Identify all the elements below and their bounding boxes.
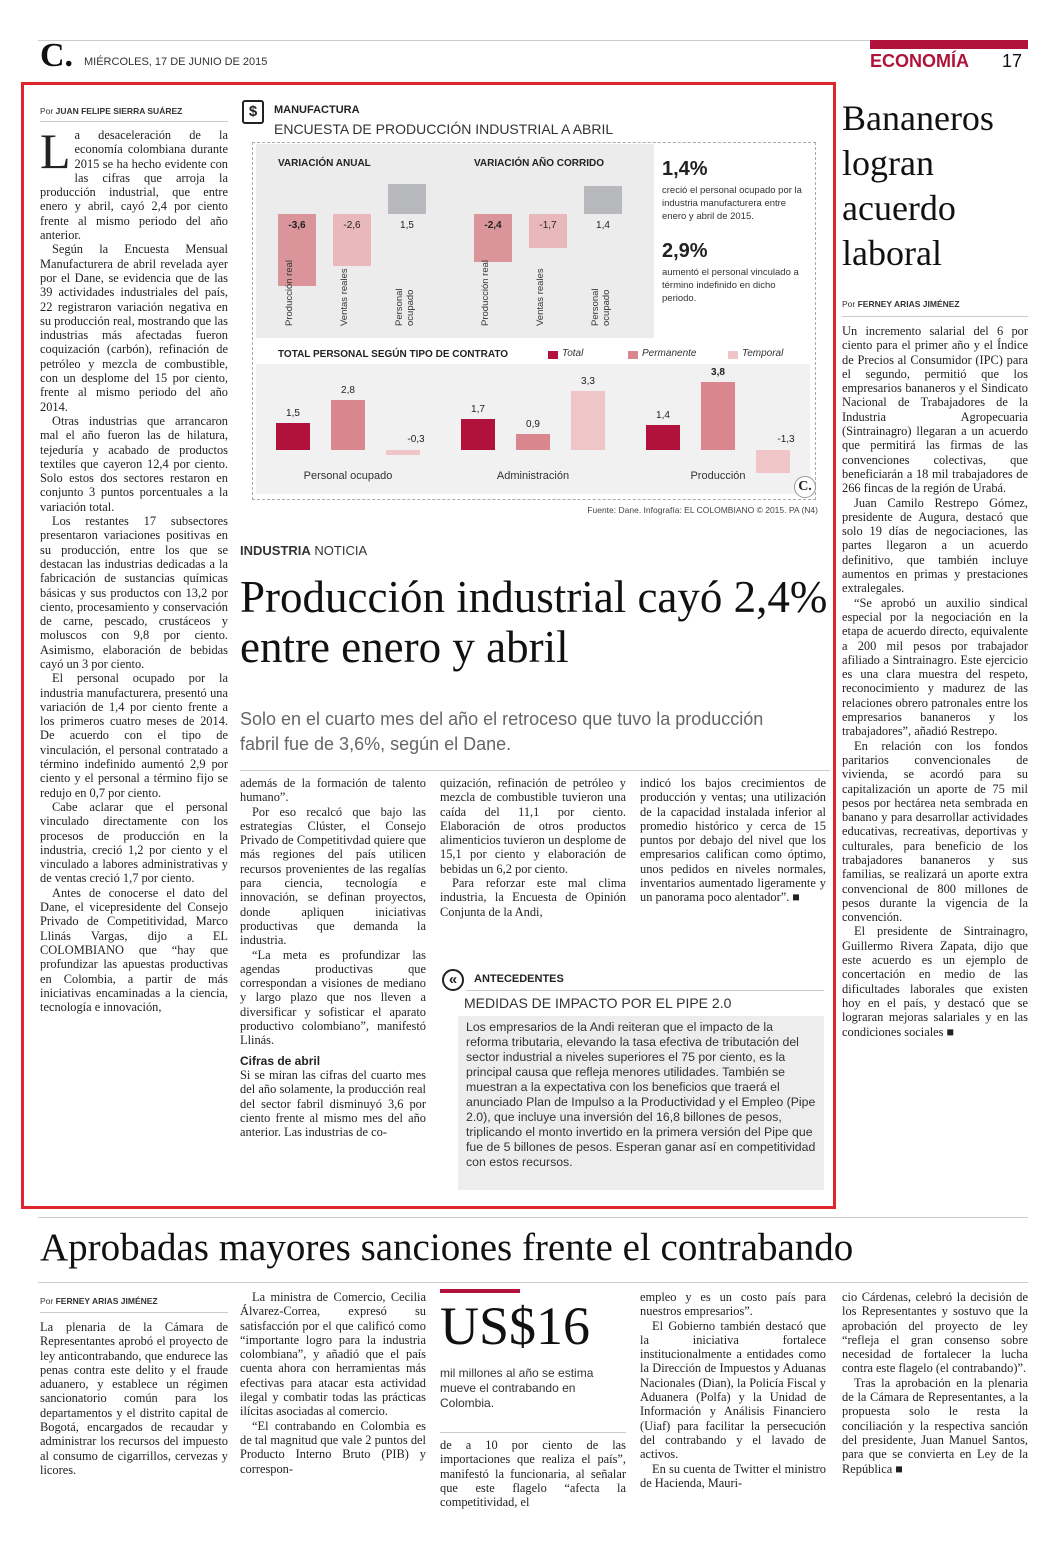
main-col3 [440,776,626,956]
bottom-headline-rule [38,1282,1028,1283]
chart2-value-label-1: -2,4 [484,220,502,231]
section-name: ECONOMÍA [870,51,969,71]
legend-swatch-3 [728,351,738,359]
byline-author: FERNEY ARIAS JIMÉNEZ [857,299,960,309]
paragraph: Un incremento salarial del 6 por ciento para el primer año y el Índice de Precios al Consumidor (IPC) para el segundo, permitió que los empresarios bananeros y el Sindicato Nacional de Trabajadores de la Industria Agropecuaria (Sintrainagro) llegaran a un acuerdo que permitirá las firmas de las convenciones colectivas, que beneficiarán a 18 mil trabajadores de 266 fincas de la región de Urabá. [842,324,1028,496]
header-date: MIÉRCOLES, 17 DE JUNIO DE 2015 [84,56,268,68]
chart3-value-label-1-3: -0,3 [407,434,425,445]
figure-value: US$16 [440,1296,591,1356]
chart1-title: VARIACIÓN ANUAL [278,158,371,169]
kicker [240,543,367,558]
main-col2 [240,776,426,1192]
infographic-title: MANUFACTURA [274,104,360,116]
figure-divider [440,1432,626,1433]
section-rule [870,40,1028,49]
chart1-category-label-2: Ventas reales [339,268,350,326]
paragraph: empleo y es un costo país para nuestros empresarios”. [640,1290,826,1319]
paragraph: La plenaria de la Cámara de Representantes aprobó el proyecto de ley anticontrabando, que endurece las penas contra este delito y el fraude aduanero, y establece un régimen sancionatorio común para los departamentos y el distrito capital de Bogotá, encargados de recaudar y administrar los recursos del impuesto al consumo de cigarrillos, cervezas y licores. [40,1320,228,1477]
figure-rule [440,1289,520,1293]
side-byline-rule [842,316,1028,317]
chart2-category-label-1: Producción real [480,259,491,326]
dollar-icon: $ [242,100,264,124]
byline-author: JUAN FELIPE SIERRA SUÁREZ [55,106,183,116]
paragraph: de a 10 por ciento de las importaciones que realiza el país”, manifestó la funcionaria, al señalar que este flagelo “afecta la competitividad, el [440,1438,626,1510]
chart3-bar-1-1 [276,423,310,450]
paragraph: Juan Camilo Restrepo Gómez, presidente de Augura, destacó que solo 19 días de negociaciones, las partes llegaron a un acuerdo definitivo, que también incluye aumentos en primas y prestaciones extralegales. [842,495,1028,596]
paragraph: Tras la aprobación en la plenaria de la Cámara de Representantes, a la propuesta solo le resta la conciliación y la respectiva sanción del presidente, Juan Manuel Santos, para que se convierta en Ley de la República ■ [842,1375,1028,1476]
stat2-value: 2,9% [662,240,708,262]
chart3-bar-2-2 [516,434,550,450]
subheading: Cifras de abril [240,1053,321,1068]
main-subhead: Solo en el cuarto mes del año el retroceso que tuvo la producción fabril fue de 3,6%, según el Dane. [240,709,764,754]
bottom-headline: Aprobadas mayores sanciones frente el contrabando [40,1226,854,1269]
paragraph: Cabe aclarar que el personal vinculado directamente con los procesos de producción en la industria, creció 1,2 por ciento y el vinculado a labores administrativas y de ventas creció 1,7 por ciento. [40,799,228,886]
side-byline [842,299,960,309]
chart3-bar-2-3 [571,391,605,450]
chart3-category-label-2: Administración [496,470,570,482]
legend-label-1: Total [562,348,584,359]
antecedentes-rule [466,990,824,991]
bottom-col2 [240,1290,426,1538]
figure-text: mil millones al año se estima mueve el contrabando en Colombia. [440,1366,594,1410]
paragraph: “La meta es profundizar las agendas productivas que correspondan a visiones de mediano y largo plazo que nos lleven a diversificar y sofisticar el aparato productivo colombiano”, manifestó Llinás. [240,947,426,1048]
byline-prefix: Por [842,299,856,309]
chart-variacion-anual [272,172,442,334]
chart3-value-label-3-3: -1,3 [777,434,795,445]
chart3-value-label-1-2: 2,8 [341,384,355,396]
header-logo: C. [40,37,74,74]
paragraph: En su cuenta de Twitter el ministro de Hacienda, Mauri- [640,1461,826,1490]
chart-tipo-contrato [256,364,810,494]
legend-label-2: Permanente [642,348,697,359]
chart1-value-label-1: -3,6 [288,220,306,231]
antecedentes-label: ANTECEDENTES [474,973,564,985]
infographic [238,96,820,526]
kicker-bold: INDUSTRIA [240,543,311,558]
chart3-title: TOTAL PERSONAL SEGÚN TIPO DE CONTRATO [278,349,509,360]
chart3-category-label-3: Producción [690,470,746,482]
bottom-byline-rule [40,1312,228,1313]
chart3-value-label-2-2: 0,9 [526,418,540,430]
byline-author: FERNEY ARIAS JIMÉNEZ [55,1296,158,1306]
chart2-category-label-2: Ventas reales [535,268,546,326]
drop-cap: L [40,128,71,179]
antecedentes-icon: « [442,969,464,991]
paragraph: La ministra de Comercio, Cecilia Álvarez-Correa, expresó su satisfacción por el que calificó como “importante logro para la industria colombiana”, y añadió que el país cuenta ahora con herramientas más efectivas para atacar esta actividad ilegal y combatir todas las prácticas ilícitas asociadas al comercio. [240,1290,426,1419]
chart1-value-label-3: 1,5 [400,220,414,231]
page-header [0,0,1064,80]
stat1-value: 1,4% [662,158,708,180]
paragraph: El Gobierno también destacó que la iniciativa fortalece institucionalmente a entidades como la Dirección de Impuestos y Aduanas Nacionales (Dian), la Policía Fiscal y Aduanera (Polfa) y la Unidad de Información y Análisis Financiero (Uiaf) para facilitar la persecución del contrabando y el lavado de activos. [640,1318,826,1462]
page-number: 17 [1002,51,1023,71]
paragraph: Los restantes 17 subsectores presentaron variaciones positivas en su producción, entre los que se destacan las industrias dedicadas a la fabricación de sustancias químicas básicas y sus productos con 13,2 por ciento, procesamiento y conservación de carne, pescado, crustáceos y moluscos con 9,8 por ciento. Asimismo, elaboración de bebidas cayó un 3 por ciento. [40,514,228,671]
antecedentes-box [440,966,826,1196]
chart3-legend [548,348,808,362]
main-col1 [40,128,228,1194]
main-headline: Producción industrial cayó 2,4% entre enero y abril [240,572,828,672]
chart1-bar-3 [388,184,426,214]
chart3-bar-3-2 [701,382,735,450]
chart2-bar-3 [584,186,622,214]
chart1-value-label-2: -2,6 [343,220,361,231]
chart1-category-label-3: Personal ocupado [394,288,416,326]
antecedentes-text: Los empresarios de la Andi reiteran que el impacto de la reforma tributaria, elevando la tasa efectiva de tributación del sector industrial a niveles superiores el 75 por ciento, es la principal causa que refleja menores utilidades. También se muestran a la expectativa con los beneficios que traerá el anunciado Plan de Impulso a la Productividad y el Empleo (Pipe 2.0), que incluye una inversión del 16,8 billones de pesos, triplicando el monto invertido en la primera versión del Pipe que fue de 5 billones de pesos. Esperan ganar así en competitividad con estos recursos. [466,1020,816,1169]
paragraph: Si se miran las cifras del cuarto mes del año solamente, la producción real del sector fabril disminuyó 3,6 por ciento frente al mismo mes del año anterior. Las industrias de co- [240,1067,426,1140]
subhead-rule [240,770,830,771]
paragraph: indicó los bajos crecimientos de producción y ventas; una utilización de la capacidad instalada inferior al promedio histórico y cerca de 15 puntos por debajo del nivel que los empresarios califican como óptimo, unos pedidos en niveles normales, inventarios aumentado ligeramente y un panorama poco alentador”. ■ [640,776,826,905]
bottom-col4 [640,1290,826,1538]
bottom-byline [40,1296,158,1306]
bottom-top-rule [38,1217,1028,1218]
chart3-value-label-1-1: 1,5 [286,408,300,419]
main-col4 [640,776,826,956]
paragraph: Antes de conocerse el dato del Dane, el vicepresidente del Consejo Privado de Competitividad, Marco Llinás Vargas, dijo a EL COLOMBIANO que “hay que profundizar las apuestas productivas en Colombia, a partir de más iniciativas encaminadas a la ciencia, tecnología e innovación, [40,885,228,1015]
paragraph: El presidente de Sintrainagro, Guillermo Rivera Zapata, dijo que este acuerdo es un ejemplo de concertación en medio de las dificultades laborales que existen hoy en el país, y destacó que se lograran mejoras salariales y en las condiciones sociales ■ [842,924,1028,1039]
main-byline [40,106,182,116]
chart3-bar-1-2 [331,400,365,450]
bottom-col5 [842,1290,1028,1538]
chart3-bar-3-1 [646,425,680,450]
legend-swatch-1 [548,351,558,359]
infographic-logo: C. [794,476,816,498]
stat1-text: creció el personal ocupado por la industria manufacturera entre enero y abril de 2015. [662,185,802,222]
bottom-col1 [40,1320,228,1538]
paragraph: Otras industrias que arrancaron mal el año fueron las de hilatura, tejeduría y acabado de productos textiles que cayeron 12,4 por ciento. Solo estos dos sectores restaron en conjunto 3 puntos porcentuales a la variación total. [40,413,228,514]
side-body [842,324,1028,1192]
paragraph: El personal ocupado por la industria manufacturera, presentó una variación de 1,4 por ciento frente a los primeros cuatro meses de 2014. De acuerdo con el tipo de vinculación, el personal contratado a término indefinido aumentó 2,9 por ciento y el personal a término fijo se redujo en 0,7 por ciento. [40,671,228,800]
paragraph: cio Cárdenas, celebró la decisión de los Representantes y sostuvo que la aprobación del proyecto de ley “refleja el gran consenso sobre necesidad de fortalecer la lucha contra este flagelo (el contrabando)”. [842,1290,1028,1376]
paragraph: quización, refinación de petróleo y mezcla de combustible tuvieron una caída del 11,1 por ciento. Elaboración de otros productos alimenticios tuvieron un desplome de 15,1 por ciento y elaboración de bebidas un 6,2 por ciento. [440,776,626,876]
chart3-value-label-3-2: 3,8 [711,366,725,378]
paragraph: además de la formación de talento humano”. [240,776,426,805]
chart3-value-label-3-1: 1,4 [656,409,670,421]
chart3-bar-2-1 [461,419,495,450]
byline-prefix: Por [40,106,54,116]
chart2-title: VARIACIÓN AÑO CORRIDO [474,158,604,169]
side-headline: Bananeros logran acuerdo laboral [842,98,994,273]
bottom-col3 [440,1438,626,1538]
paragraph: Para reforzar este mal clima industria, la Encuesta de Opinión Conjunta de la Andi, [440,876,626,919]
chart1-category-label-1: Producción real [284,259,295,326]
kicker-label: NOTICIA [314,543,368,558]
chart3-value-label-2-1: 1,7 [471,404,485,416]
chart3-bar-1-3 [386,450,420,455]
chart2-value-label-3: 1,4 [596,220,610,231]
chart3-category-label-1: Personal ocupado [303,470,393,482]
chart-variacion-ano-corrido [468,172,638,334]
paragraph: “El contrabando en Colombia es de tal magnitud que vale 2 puntos del Producto Interno Bruto (PIB) y correspon- [240,1418,426,1476]
paragraph: Según la Encuesta Mensual Manufacturera de abril revelada ayer por el Dane, se evidencia que de las 39 actividades industriales del país, 22 registraron variación negativa en su producción real, mostrando que las industrias más afectadas fueron coquización (carbón), refinación de petróleo y mezcla de combustible, con un desplome del 15 por ciento, frente al mismo periodo del año 2014. [40,242,228,414]
chart2-value-label-2: -1,7 [539,220,557,231]
byline-prefix: Por [40,1296,54,1306]
infographic-source: Fuente: Dane. Infografía: EL COLOMBIANO © 2015. PA (N4) [587,505,818,515]
legend-label-3: Temporal [742,348,784,359]
chart2-category-label-3: Personal ocupado [590,288,612,326]
antecedentes-title: MEDIDAS DE IMPACTO POR EL PIPE 2.0 [464,995,732,1011]
paragraph: a desaceleración de la economía colombiana durante 2015 se ha hecho evidente con las cifras que arroja la producción industrial, que entre enero y abril, cayó 2,4 por ciento frente al mismo periodo del año anterior. [40,128,228,243]
paragraph: “Se aprobó un auxilio sindical especial por la negociación en la etapa de acuerdo directo, equivalente a 200 mil pesos por trabajador afiliado a Sintrainagro. Este ejercicio es una clara muestra del respeto, reconocimiento y madurez de las relaciones obrero patronales entre los empresarios bananeros y los trabajadores”, añadió Restrepo. [842,595,1028,739]
legend-swatch-2 [628,351,638,359]
stat2-text: aumentó el personal vinculado a término indefinido en dicho periodo. [662,267,799,304]
chart3-value-label-2-3: 3,3 [581,375,595,387]
byline-rule [40,121,228,122]
paragraph: En relación con los fondos paritarios convencionales de vivienda, se acordó para su capitalización un aporte de 75 mil pesos por hectárea neta sembrada en banano y para desarrollar actividades educativas, recreativas, deportivas y culturales, para beneficio de los trabajadores bananeros y sus familias, se realizará un aporte extra convencional de 800 millones de pesos durante la vigencia de la convención. [842,738,1028,925]
paragraph: Por eso recalcó que bajo las estrategias Clúster, el Consejo Privado de Competitivdad quiere que más regiones del país utilicen recursos provenientes de las regalías para ciencia, tecnología e innovación, se definan proyectos, donde apliquen iniciativas productivas que demanda la industria. [240,804,426,948]
infographic-subtitle: ENCUESTA DE PRODUCCIÓN INDUSTRIAL A ABRIL [274,121,614,137]
